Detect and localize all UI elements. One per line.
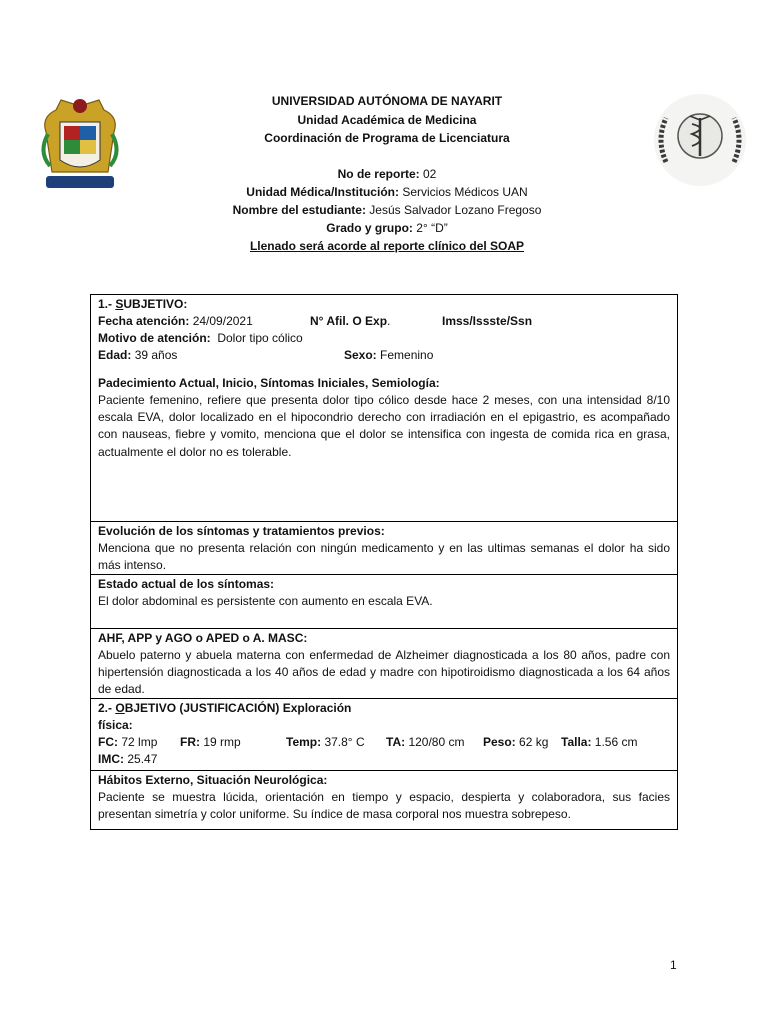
student-line [180, 201, 594, 219]
padecimiento-title: Padecimiento Actual, Inicio, Síntomas Iniciales, Semiología: [98, 376, 440, 390]
sexo-field: Sexo: Femenino [344, 348, 434, 362]
institution-value: Servicios Médicos UAN [402, 184, 528, 199]
fr-field: FR: 19 rmp [180, 735, 241, 749]
evolucion-text: Menciona que no presenta relación con ningún medicamento y en las ultimas semanas el dolor ha sido más intenso. [98, 541, 670, 573]
edad-field: Edad: 39 años [98, 348, 178, 362]
fc-field: FC: 72 lmp [98, 735, 158, 749]
ta-field: TA: 120/80 cm [386, 735, 465, 749]
report-number-value: 02 [423, 166, 437, 181]
student-value: Jesús Salvador Lozano Fregoso [369, 202, 542, 217]
page-number: 1 [670, 958, 677, 972]
temp-field: Temp: 37.8° C [286, 735, 365, 749]
group-line [180, 219, 594, 237]
habitos-section [91, 770, 677, 829]
padecimiento-text: Paciente femenino, refiere que presenta dolor tipo cólico desde hace 2 meses, con una intensidad 8/10 escala EVA, dolor localizado en el hipocondrio derecho con irradiación en el epigastrio, es acompañado con nauseas, fiebre y vomito, menciona que el dolor se intensifica con ingesta de comida rica en grasa, actualmente el dolor no es tolerable. [98, 393, 670, 459]
habitos-text: Paciente se muestra lúcida, orientación en tiempo y espacio, despierta y colaboradora, sus facies presentan simetría y color uniforme. Su índice de masa corporal nos muestra sobrepeso. [98, 790, 670, 822]
student-label: Nombre del estudiante: [232, 202, 366, 217]
imc-row [98, 751, 670, 768]
document-header [180, 92, 594, 255]
university-crest-logo [36, 92, 124, 200]
vitals-row [98, 734, 670, 751]
group-label: Grado y grupo: [326, 220, 413, 235]
subjetivo-section [91, 295, 677, 521]
soap-form [90, 294, 678, 830]
imc-field: IMC: 25.47 [98, 752, 158, 766]
report-number-label: No de reporte: [337, 166, 420, 181]
evolucion-section [91, 521, 677, 574]
university-name: UNIVERSIDAD AUTÓNOMA DE NAYARIT [271, 94, 503, 108]
imss-label: Imss/Issste/Ssn [442, 314, 533, 328]
motivo-row [98, 330, 670, 347]
objetivo-title-line2: física: [98, 718, 133, 732]
objetivo-title: 2.- OBJETIVO (JUSTIFICACIÓN) Exploración [98, 701, 352, 715]
edad-sexo-row [98, 347, 670, 364]
estado-title: Estado actual de los síntomas: [98, 577, 275, 591]
institution-label: Unidad Médica/Institución: [246, 184, 399, 199]
antecedentes-section [91, 628, 677, 698]
estado-section [91, 574, 677, 628]
estado-text: El dolor abdominal es persistente con aumento en escala EVA. [98, 594, 433, 608]
talla-field: Talla: 1.56 cm [561, 735, 638, 749]
subjetivo-title: 1.- SUBJETIVO: [98, 297, 188, 311]
afil-field: N° Afil. O Exp. [310, 314, 391, 328]
unit-name: Unidad Académica de Medicina [297, 112, 477, 127]
report-number-line [180, 165, 594, 183]
fecha-field: Fecha atención: 24/09/2021 [98, 314, 253, 328]
coordination-name: Coordinación de Programa de Licenciatura [264, 131, 510, 145]
evolucion-title: Evolución de los síntomas y tratamientos previos: [98, 524, 385, 538]
antecedentes-text: Abuelo paterno y abuela materna con enfermedad de Alzheimer diagnosticada a los 80 años, padre con hipertensión diagnosticada a los 40 años de edad y madre con hipotiroidismo diagnosticada a los 64 años de edad. [98, 648, 670, 697]
fecha-row [98, 313, 670, 330]
antecedentes-title: AHF, APP y AGO o APED o A. MASC: [98, 631, 308, 645]
habitos-title: Hábitos Externo, Situación Neurológica: [98, 773, 328, 787]
motivo-field: Motivo de atención: Dolor tipo cólico [98, 331, 303, 345]
institution-line [180, 183, 594, 201]
medicine-unit-seal-logo [652, 92, 748, 188]
group-value: 2° “D” [416, 220, 448, 235]
peso-field: Peso: 62 kg [483, 735, 549, 749]
soap-note: Llenado será acorde al reporte clínico del SOAP [249, 238, 525, 253]
objetivo-section [91, 698, 677, 770]
